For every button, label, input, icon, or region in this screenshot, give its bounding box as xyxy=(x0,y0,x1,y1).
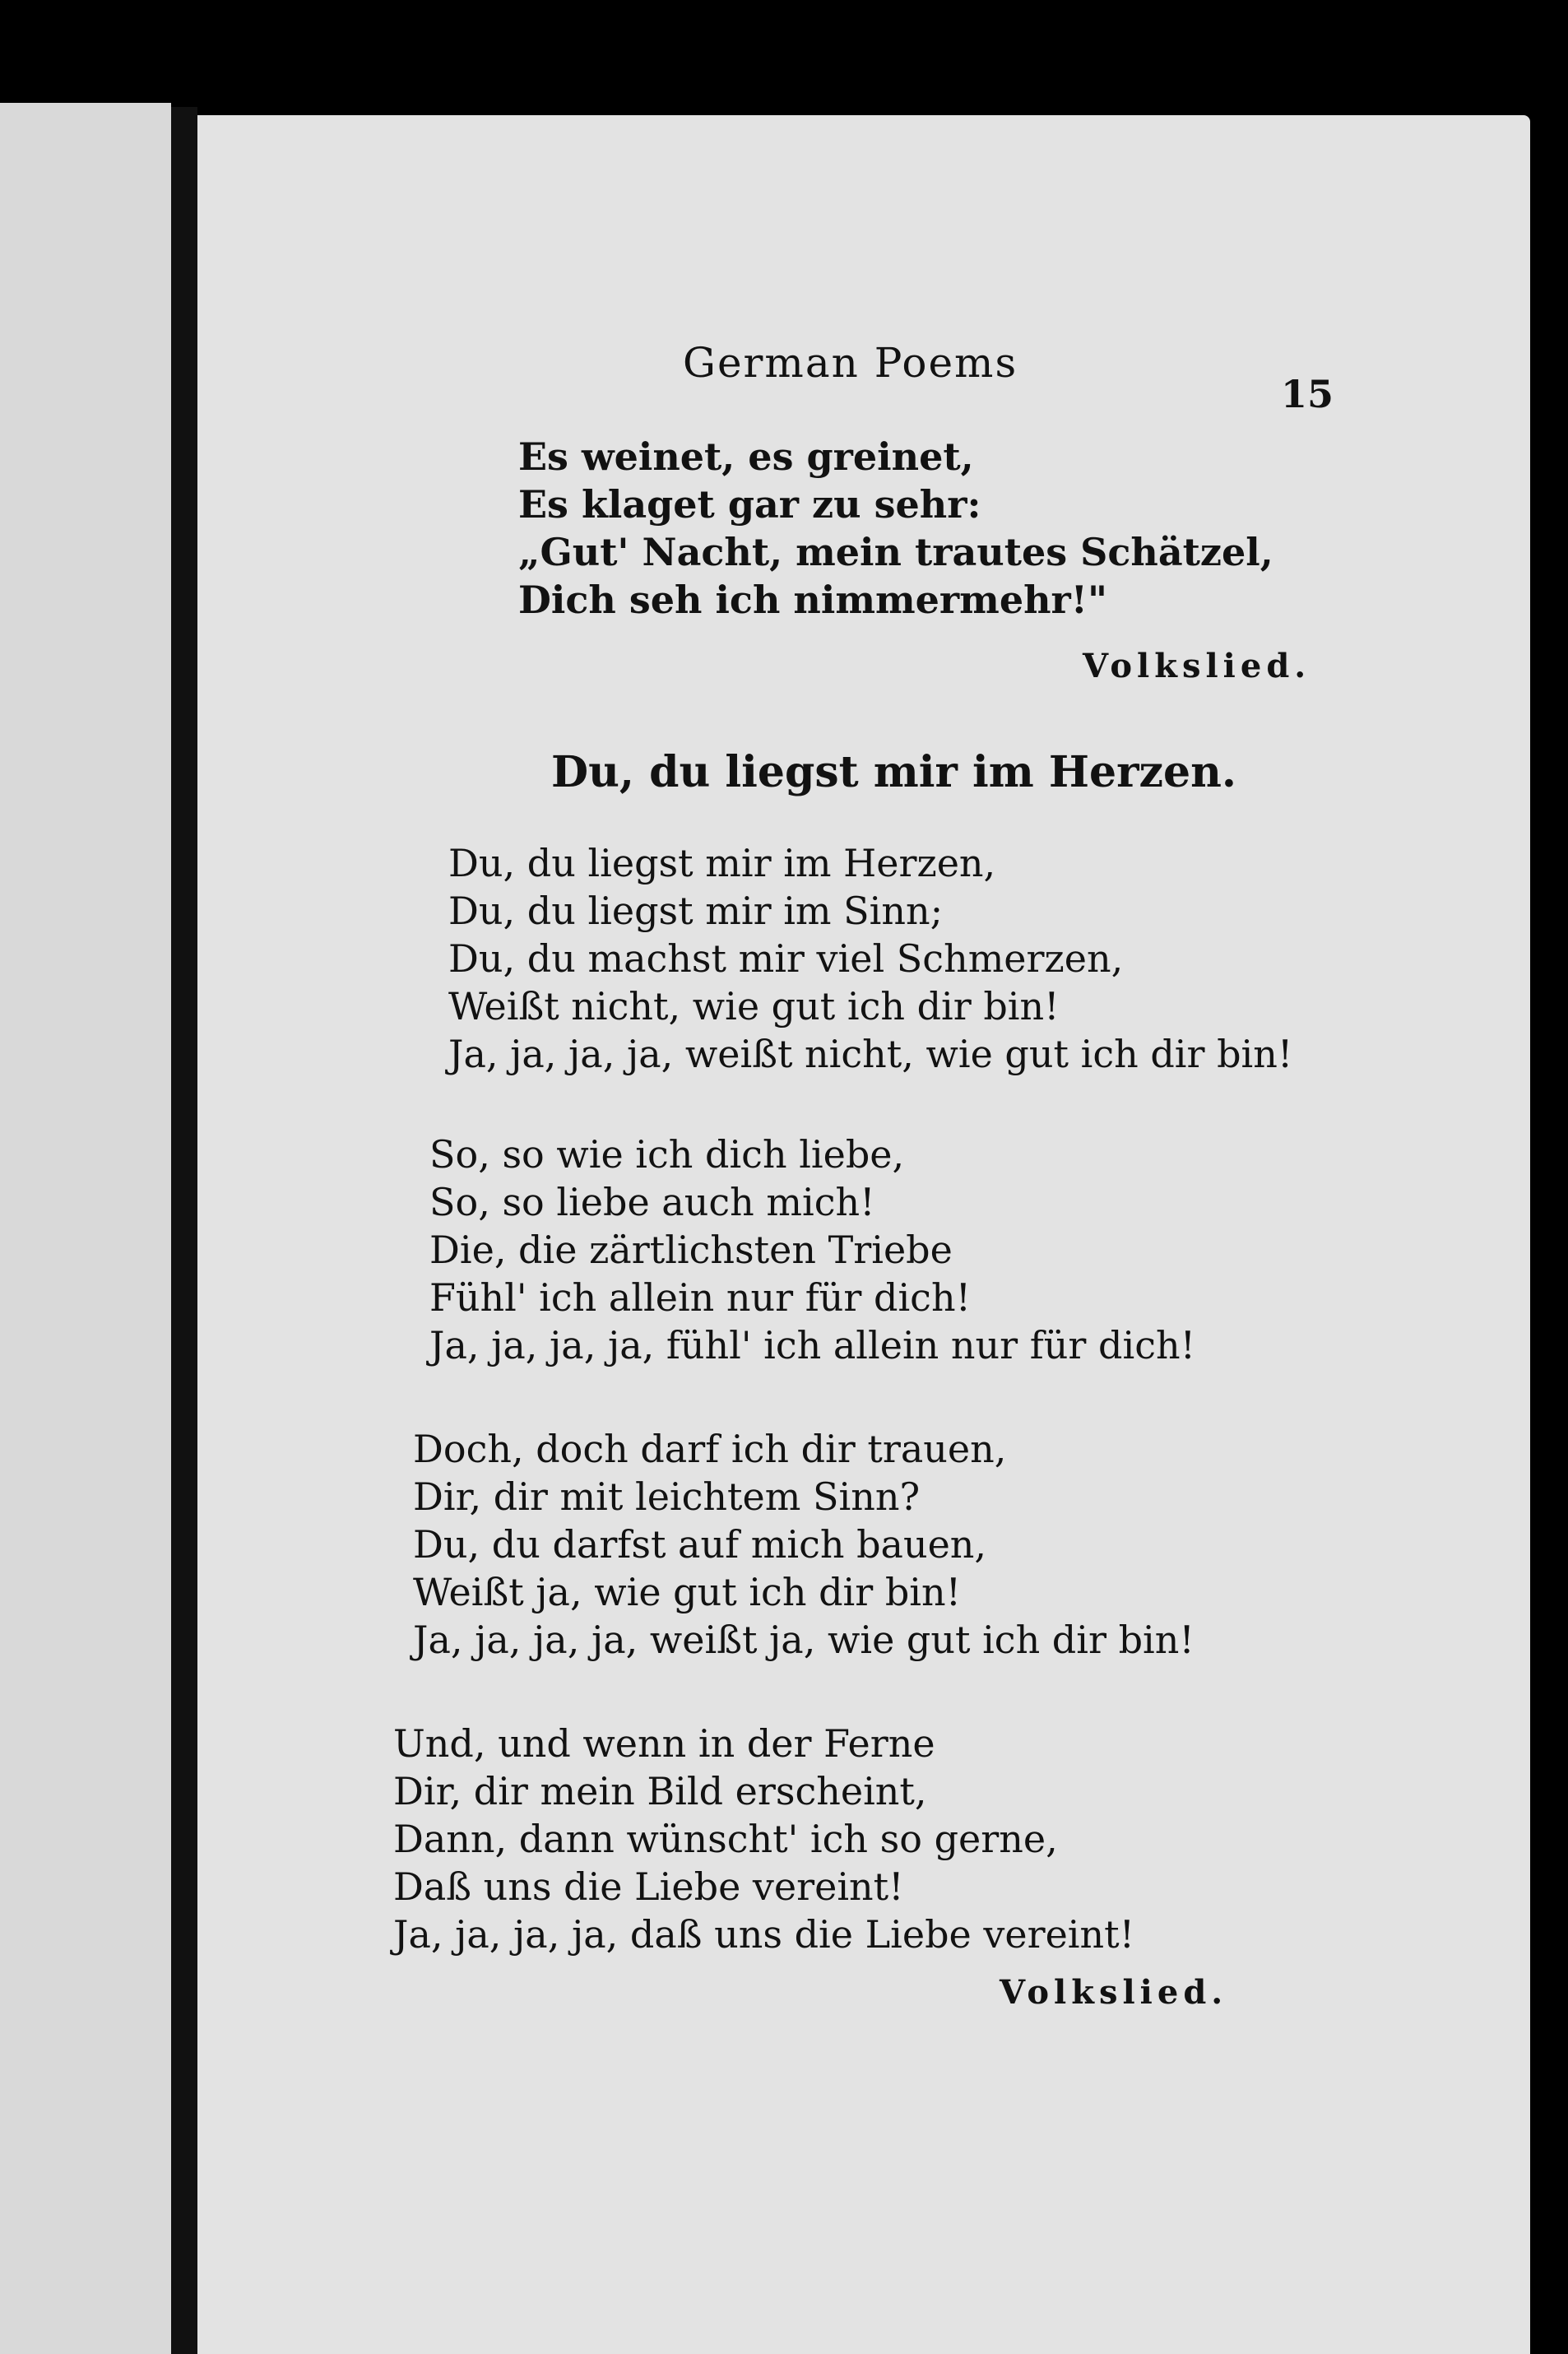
poem-line: Fühl' ich allein nur für dich! xyxy=(429,1275,972,1320)
poem2-stanza-2 xyxy=(429,1131,1195,1369)
poem-line: Es weinet, es greinet, xyxy=(518,434,974,479)
poem2-attribution: Volkslied. xyxy=(1000,1973,1228,2012)
song-title: Du, du liegst mir im Herzen. xyxy=(551,747,1237,797)
poem2-stanza-1 xyxy=(448,839,1292,1078)
book-page xyxy=(197,115,1530,2354)
poem-line: Die, die zärtlichsten Triebe xyxy=(429,1228,953,1272)
poem-line: Ja, ja, ja, ja, daß uns die Liebe vereint! xyxy=(393,1912,1135,1957)
poem-line: Und, und wenn in der Ferne xyxy=(393,1721,935,1766)
poem1-stanza xyxy=(518,433,1273,624)
book-spine xyxy=(171,107,197,2354)
poem-line: So, so liebe auch mich! xyxy=(429,1180,875,1224)
poem-line: Doch, doch darf ich dir trauen, xyxy=(413,1427,1007,1471)
poem-line: Du, du machst mir viel Schmerzen, xyxy=(448,936,1124,981)
poem-line: Ja, ja, ja, ja, weißt ja, wie gut ich dir bin! xyxy=(413,1618,1195,1662)
poem-line: So, so wie ich dich liebe, xyxy=(429,1132,905,1177)
poem-line: Es klaget gar zu sehr: xyxy=(518,482,981,527)
poem-line: Dir, dir mein Bild erscheint, xyxy=(393,1769,927,1813)
page-number: 15 xyxy=(1281,372,1334,416)
poem-line: „Gut' Nacht, mein trautes Schätzel, xyxy=(518,530,1273,574)
poem-line: Du, du liegst mir im Sinn; xyxy=(448,889,944,933)
poem-line: Ja, ja, ja, ja, fühl' ich allein nur für dich! xyxy=(429,1323,1196,1367)
poem-line: Weißt ja, wie gut ich dir bin! xyxy=(413,1570,962,1614)
left-page-edge xyxy=(0,103,171,2354)
poem2-stanza-3 xyxy=(413,1425,1195,1664)
poem-line: Dich seh ich nimmermehr!" xyxy=(518,578,1107,622)
poem2-stanza-4 xyxy=(393,1720,1134,1958)
poem-line: Du, du darfst auf mich bauen, xyxy=(413,1522,987,1567)
poem-line: Dir, dir mit leichtem Sinn? xyxy=(413,1474,921,1519)
poem-line: Daß uns die Liebe vereint! xyxy=(393,1864,904,1909)
poem-line: Weißt nicht, wie gut ich dir bin! xyxy=(448,984,1060,1028)
poem-line: Dann, dann wünscht' ich so gerne, xyxy=(393,1817,1058,1861)
poem-line: Ja, ja, ja, ja, weißt nicht, wie gut ich dir bin! xyxy=(448,1032,1293,1076)
poem-line: Du, du liegst mir im Herzen, xyxy=(448,841,996,885)
poem1-attribution: Volkslied. xyxy=(1083,647,1311,685)
running-header-title: German Poems xyxy=(683,339,1018,387)
